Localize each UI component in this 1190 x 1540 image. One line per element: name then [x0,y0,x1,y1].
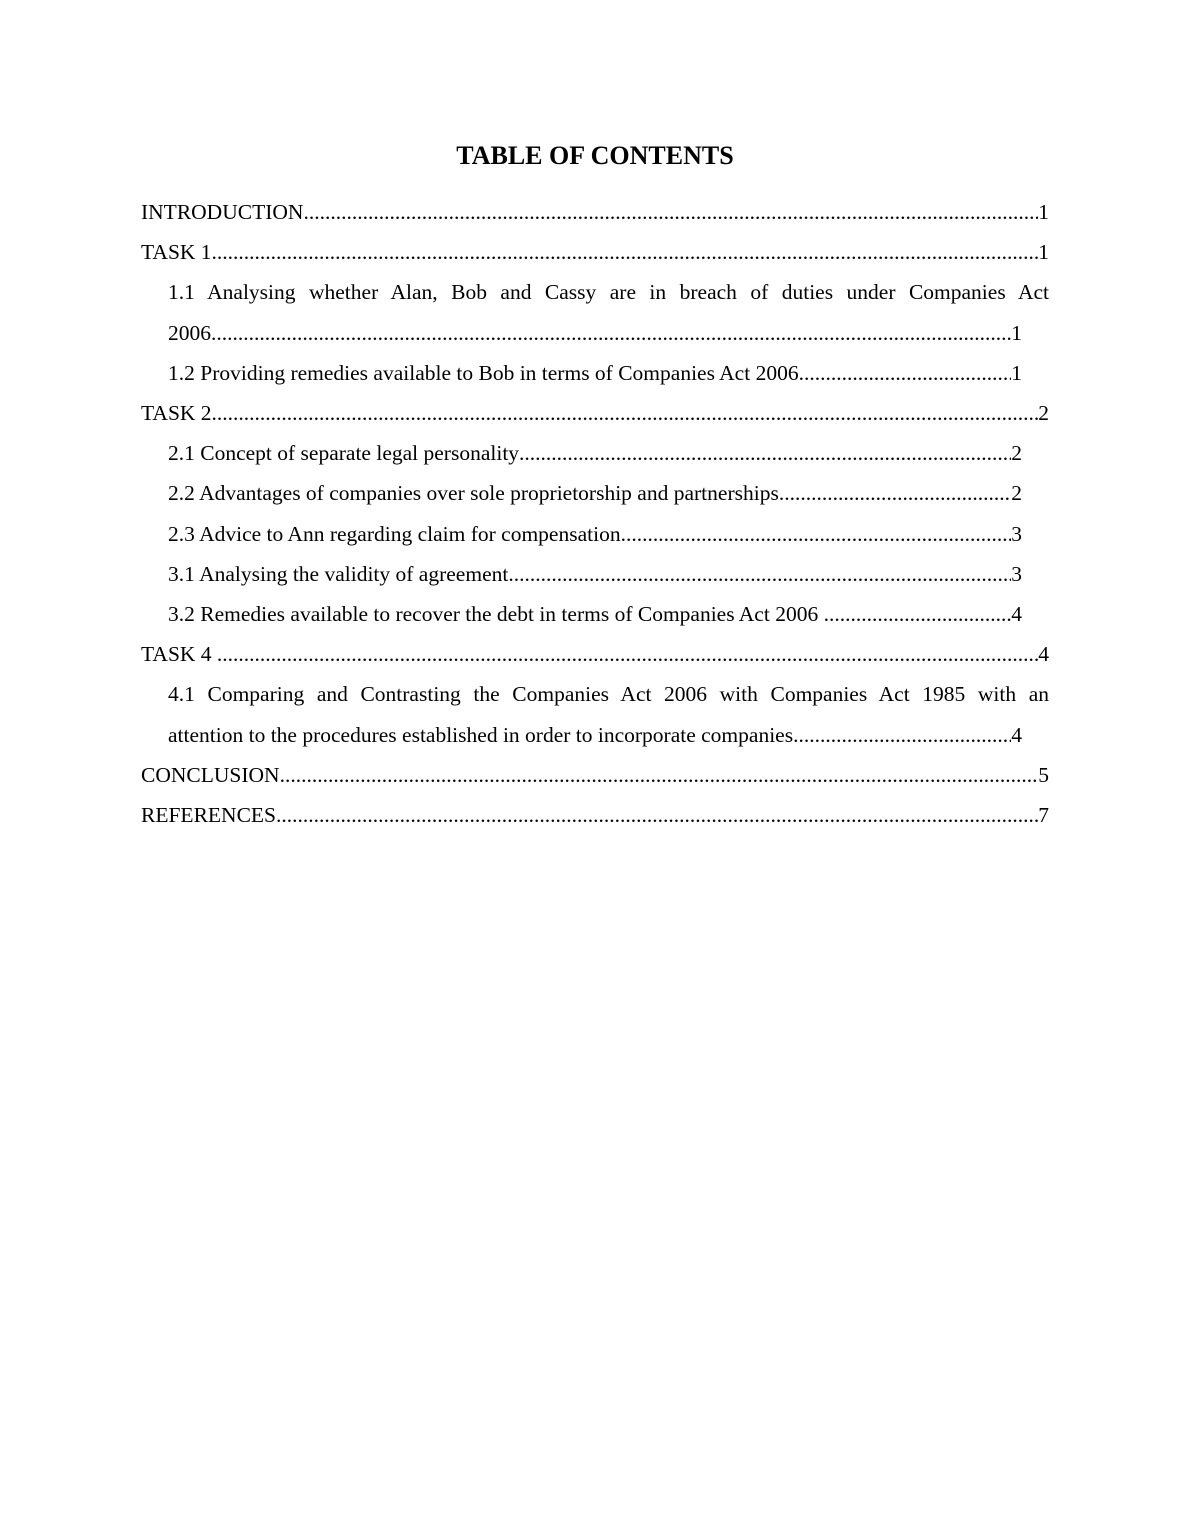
toc-entry-label: TASK 4 [141,642,217,667]
dot-leader [519,433,1011,473]
toc-entry-label: 2.1 Concept of separate legal personality [168,441,520,466]
dot-leader [793,715,1011,755]
toc-page-number: 4 [1011,722,1022,747]
toc-page-number: 1 [1038,240,1049,265]
toc-entry-label-line1: 1.1 Analysing whether Alan, Bob and Cassy are in breach of duties under Companies Act [168,280,1049,305]
dot-leader [621,514,1012,554]
toc-entry-label: REFERENCES [141,803,276,828]
toc-page-number: 2 [1038,401,1049,426]
dot-leader [280,755,1039,795]
toc-entry-conclusion[interactable] [141,755,1049,795]
toc-title: TABLE OF CONTENTS [456,141,734,170]
toc-entry-3-2[interactable] [168,594,1022,634]
toc-entry-2-3[interactable] [168,514,1022,554]
toc-entry-2-2[interactable] [168,473,1022,513]
toc-entry-label-line2: 2006 [168,320,211,345]
toc-entry-1-1[interactable] [168,272,1049,352]
toc-page-number: 5 [1038,762,1049,787]
toc-page-number: 3 [1011,561,1022,586]
dot-leader [276,795,1038,835]
toc-list [141,192,1049,835]
toc-entry-label-line1: 4.1 Comparing and Contrasting the Companies Act 2006 with Companies Act 1985 with an [168,682,1049,707]
toc-entry-1-2[interactable] [168,353,1022,393]
dot-leader [212,232,1039,272]
toc-entry-label: TASK 1 [141,240,212,265]
toc-page-number: 1 [1011,360,1022,385]
toc-entry-task-2[interactable] [141,393,1049,433]
toc-entry-4-1[interactable] [168,674,1049,754]
toc-page-number: 4 [1011,602,1022,627]
dot-leader [824,594,1012,634]
toc-entry-task-1[interactable] [141,232,1049,272]
dot-leader [799,353,1012,393]
dot-leader [508,554,1011,594]
toc-entry-label: CONCLUSION [141,762,280,787]
dot-leader [217,634,1038,674]
toc-entry-label: TASK 2 [141,401,212,426]
dot-leader [303,192,1038,232]
toc-page-number: 3 [1011,521,1022,546]
toc-page-number: 1 [1011,320,1022,345]
toc-entry-label: 2.2 Advantages of companies over sole proprietorship and partnerships [168,481,779,506]
toc-page-number: 1 [1038,200,1049,224]
toc-entry-2-1[interactable] [168,433,1022,473]
toc-page-number: 7 [1038,803,1049,828]
toc-entry-label: INTRODUCTION [141,200,304,224]
toc-entry-task-4[interactable] [141,634,1049,674]
toc-entry-label: 1.2 Providing remedies available to Bob in terms of Companies Act 2006 [168,360,799,385]
toc-entry-label: 3.1 Analysing the validity of agreement [168,561,509,586]
toc-page-number: 4 [1038,642,1049,667]
toc-page-number: 2 [1011,441,1022,466]
toc-entry-introduction[interactable] [141,192,1049,232]
toc-page-number: 2 [1011,481,1022,506]
toc-entry-label: 3.2 Remedies available to recover the debt in terms of Companies Act 2006 [168,602,824,627]
toc-entry-label-line2: attention to the procedures established in order to incorporate companies [168,722,794,747]
toc-entry-3-1[interactable] [168,554,1022,594]
toc-entry-references[interactable] [141,795,1049,835]
dot-leader [212,393,1039,433]
dot-leader [779,473,1011,513]
toc-entry-label: 2.3 Advice to Ann regarding claim for compensation [168,521,621,546]
dot-leader [211,313,1011,353]
